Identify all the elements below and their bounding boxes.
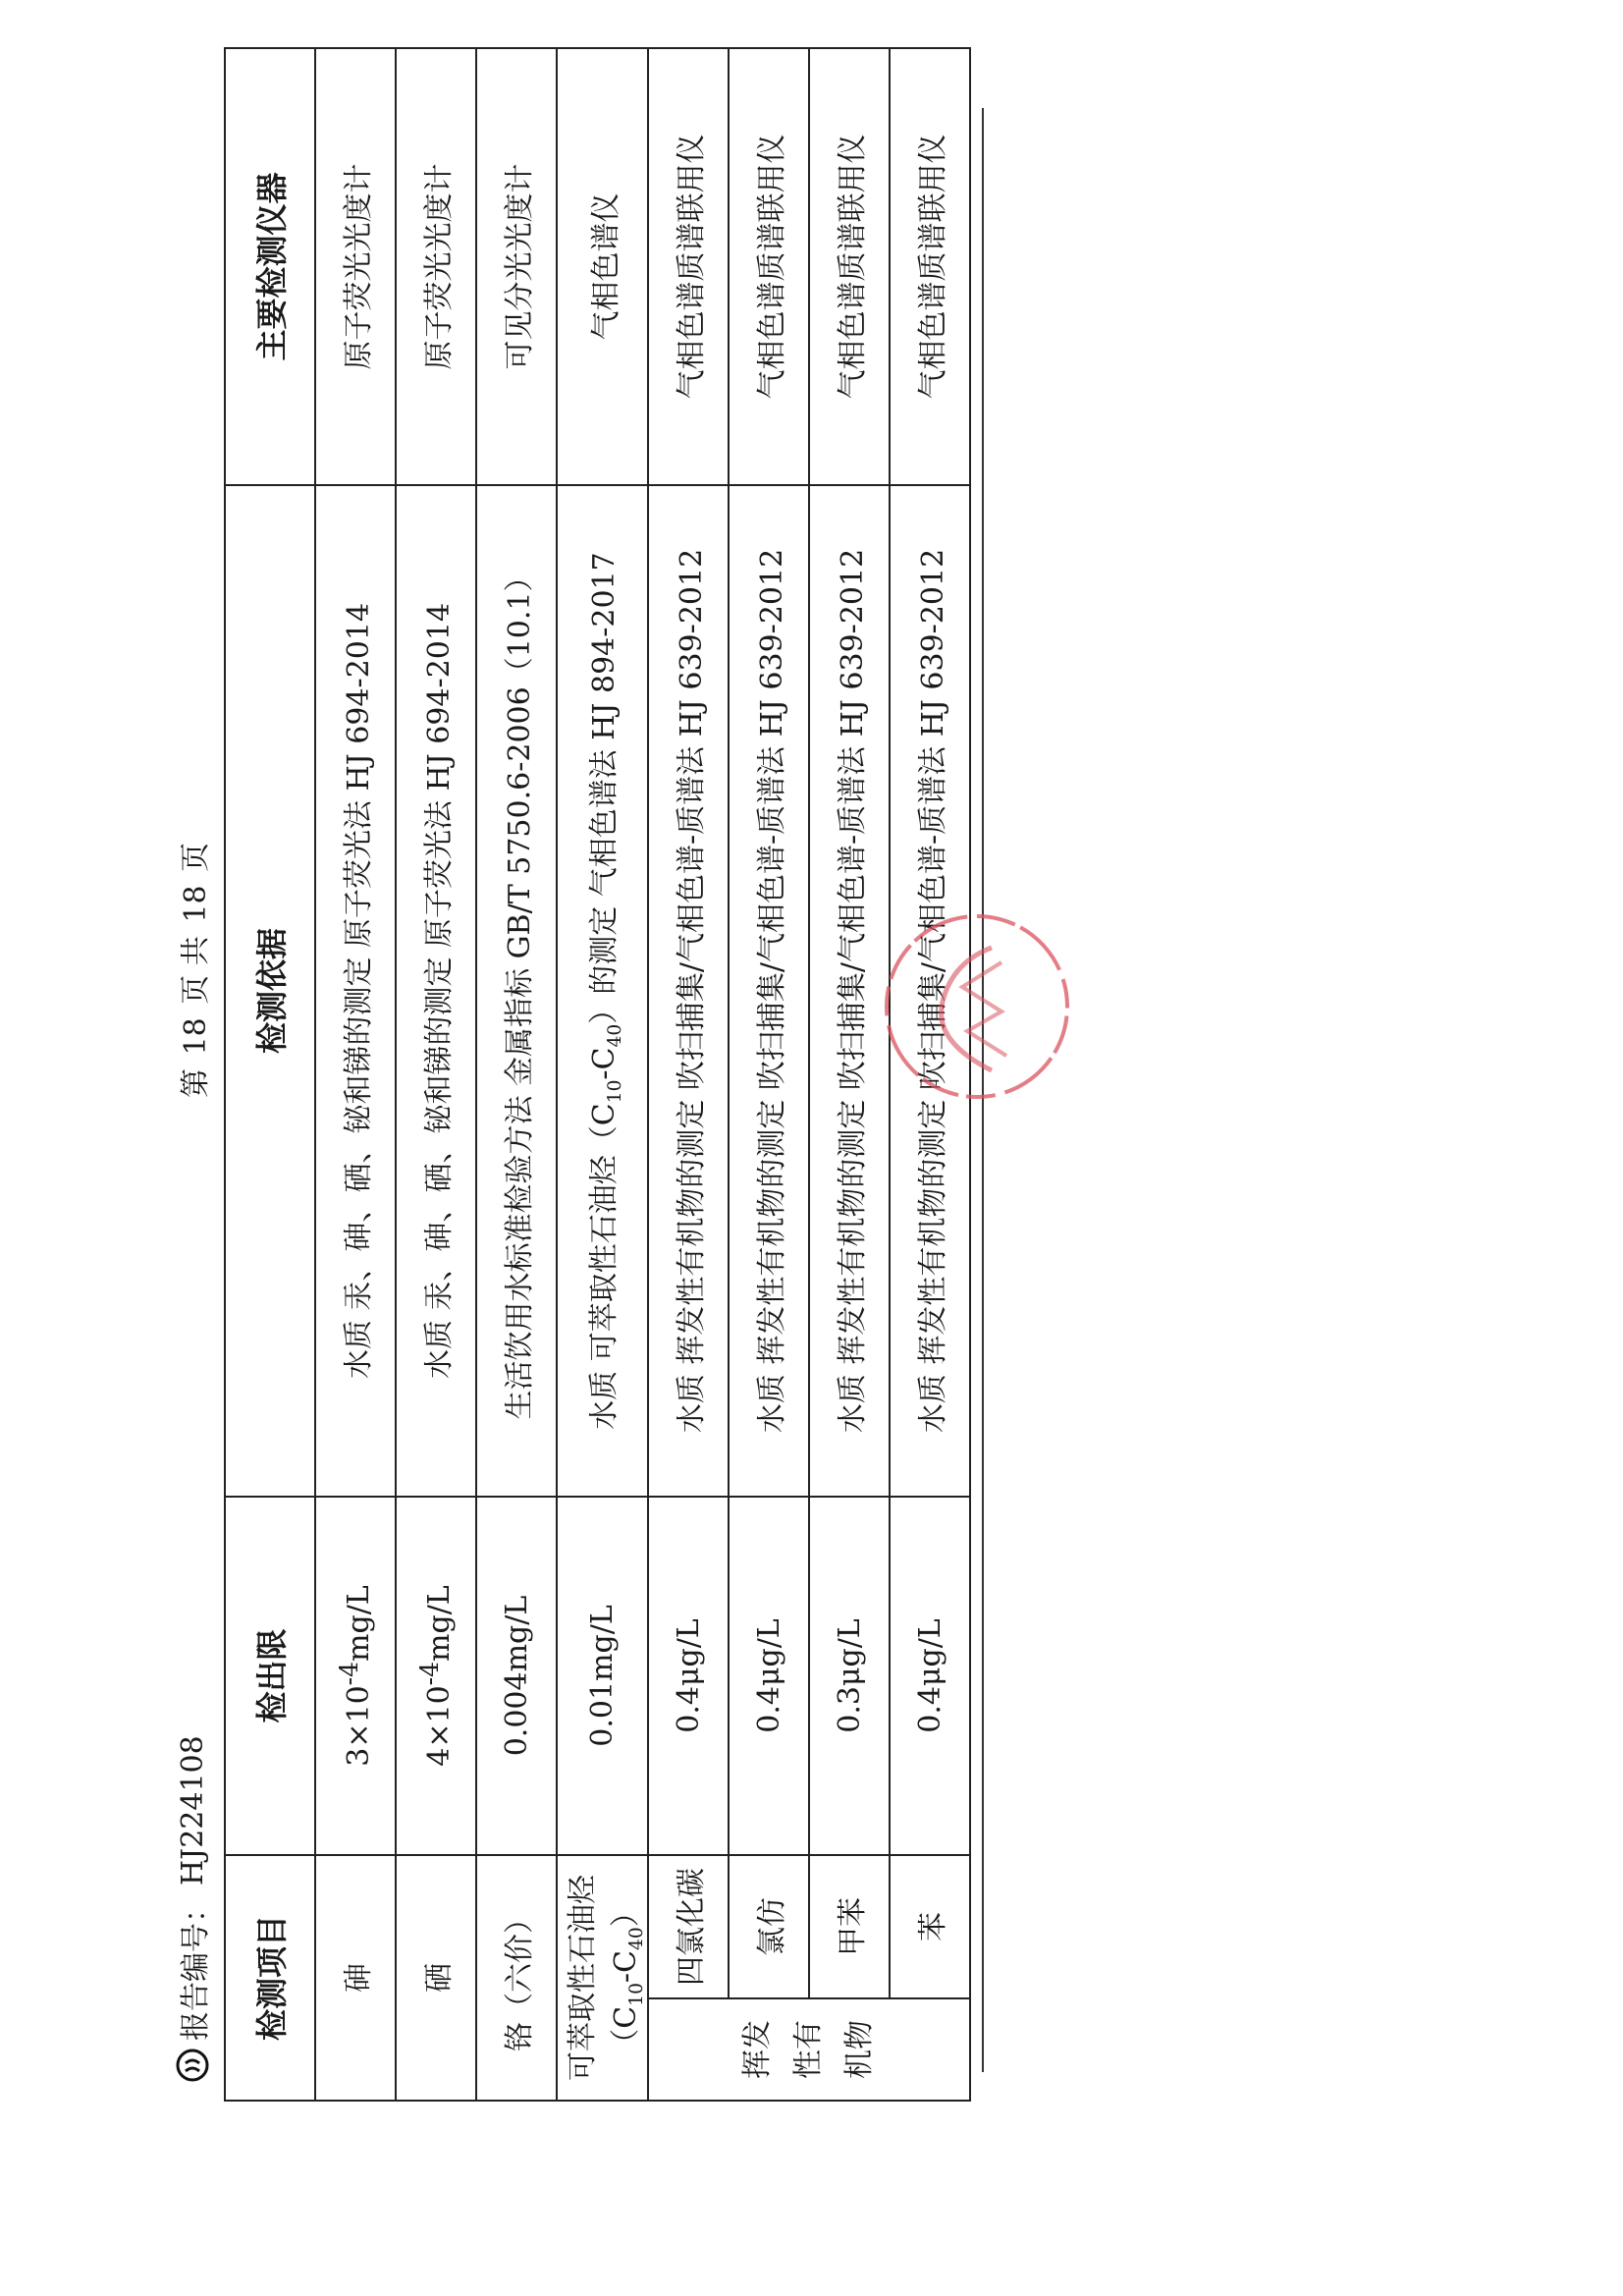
item-cell: 砷 (315, 1855, 396, 2101)
report-number-value: HJ224108 (175, 1735, 210, 1886)
limit-cell: 0.4μg/L (729, 1497, 809, 1855)
limit-cell: 0.4μg/L (890, 1497, 970, 1855)
page-prefix: 第 (179, 1068, 213, 1098)
page-suffix: 页 (179, 842, 213, 872)
header-limit: 检出限 (225, 1497, 315, 1855)
limit-cell: $3\times 10^{-4}mg/L$ (315, 1497, 396, 1855)
table-row (729, 48, 809, 2101)
instrument-cell: 气相色谱质谱联用仪 (809, 48, 890, 485)
basis-cell: 水质 挥发性有机物的测定 吹扫捕集/气相色谱-质谱法 HJ 639-2012 (890, 485, 970, 1497)
table-row (476, 48, 557, 2101)
rotated-page (147, 0, 1129, 2141)
page-total: 18 (179, 885, 213, 923)
basis-cell: 水质 汞、砷、硒、铋和锑的测定 原子荧光法 HJ 694-2014 (396, 485, 476, 1497)
header-basis: 检测依据 (225, 485, 315, 1497)
table-header-row (225, 48, 315, 2101)
limit-cell: 0.004mg/L (476, 1497, 557, 1855)
instrument-cell: 原子荧光光度计 (396, 48, 476, 485)
table-row (396, 48, 476, 2101)
page-current: 18 (179, 1017, 213, 1056)
basis-cell: 生活饮用水标准检验方法 金属指标 GB/T 5750.6-2006（10.1） (476, 485, 557, 1497)
item-cell: 甲苯 (809, 1855, 890, 1998)
instrument-cell: 气相色谱仪 (557, 48, 648, 485)
table-row (648, 48, 729, 2101)
limit-cell: 0.4μg/L (648, 1497, 729, 1855)
report-number (171, 1735, 214, 2082)
item-cell: 四氯化碳 (648, 1855, 729, 1998)
instrument-cell: 气相色谱质谱联用仪 (890, 48, 970, 485)
group-cell-voc: 挥发 性有 机物 (648, 1998, 970, 2101)
item-cell: 苯 (890, 1855, 970, 1998)
limit-cell: 0.3μg/L (809, 1497, 890, 1855)
test-methods-table (224, 47, 971, 2102)
item-cell: 铬（六价） (476, 1855, 557, 2101)
basis-cell: 水质 可萃取性石油烃$(C_{10}-C_{40})$的测定 气相色谱法 HJ 894-2017 (557, 485, 648, 1497)
instrument-cell: 气相色谱质谱联用仪 (648, 48, 729, 485)
table-row (315, 48, 396, 2101)
limit-cell: 0.01mg/L (557, 1497, 648, 1855)
item-cell: 硒 (396, 1855, 476, 2101)
page-mid: 页 共 (179, 936, 213, 1005)
page-header (157, 39, 216, 2082)
item-cell: 可萃取性石油烃$(C_{10}-C_{40})$ (557, 1855, 648, 2101)
header-instrument: 主要检测仪器 (225, 48, 315, 485)
instrument-cell: 可见分光光度计 (476, 48, 557, 485)
table-row (557, 48, 648, 2101)
header-item: 检测项目 (225, 1855, 315, 2101)
official-seal-stamp (874, 903, 1080, 1110)
company-logo-icon (176, 2049, 209, 2082)
instrument-cell: 原子荧光光度计 (315, 48, 396, 485)
page-indicator (171, 841, 214, 1100)
limit-cell: $4\times 10^{-4}mg/L$ (396, 1497, 476, 1855)
basis-cell: 水质 汞、砷、硒、铋和锑的测定 原子荧光法 HJ 694-2014 (315, 485, 396, 1497)
report-number-label: 报告编号： (179, 1893, 213, 2041)
instrument-cell: 气相色谱质谱联用仪 (729, 48, 809, 485)
basis-cell: 水质 挥发性有机物的测定 吹扫捕集/气相色谱-质谱法 HJ 639-2012 (648, 485, 729, 1497)
item-cell: 氯仿 (729, 1855, 809, 1998)
basis-cell: 水质 挥发性有机物的测定 吹扫捕集/气相色谱-质谱法 HJ 639-2012 (729, 485, 809, 1497)
basis-cell: 水质 挥发性有机物的测定 吹扫捕集/气相色谱-质谱法 HJ 639-2012 (809, 485, 890, 1497)
